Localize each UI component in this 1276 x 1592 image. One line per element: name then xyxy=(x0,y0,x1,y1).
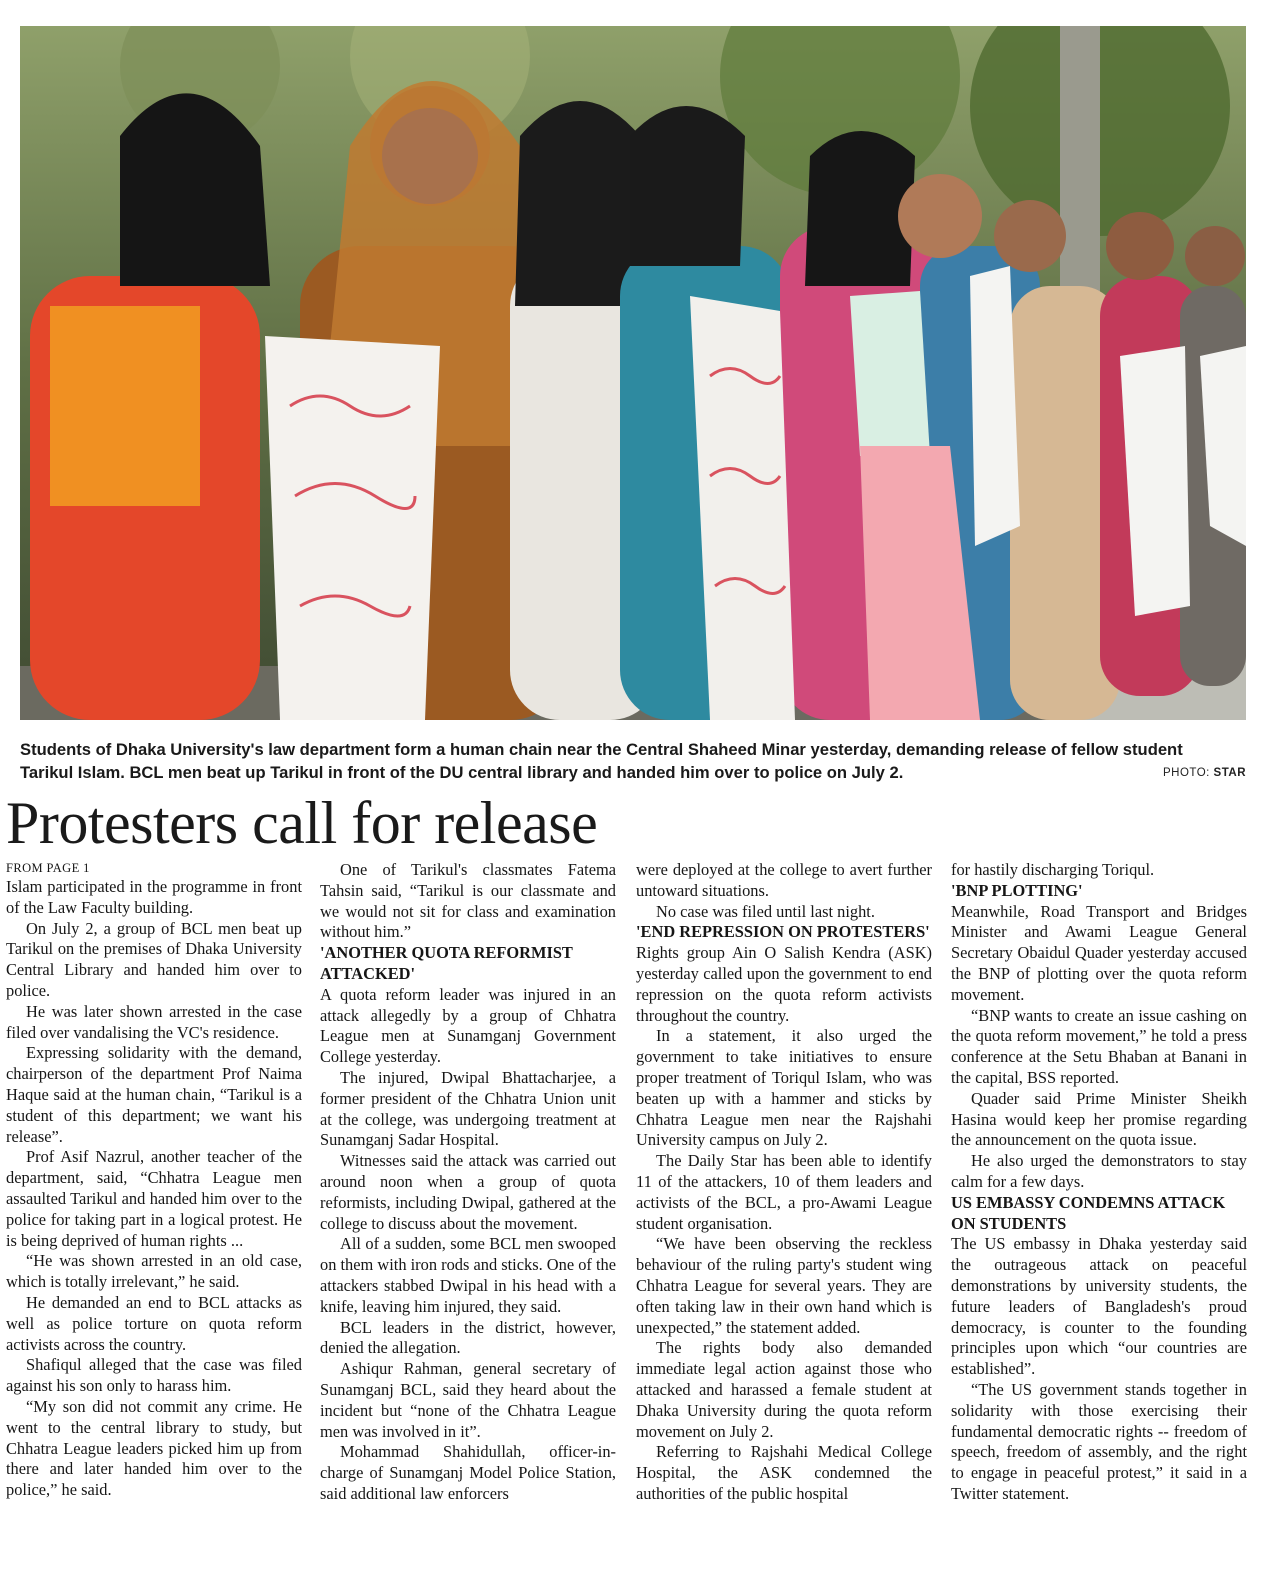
paragraph: All of a sudden, some BCL men swooped on them with iron rods and sticks. One of the attackers stabbed Dwipal in his head with a knife, leaving him injured, they said. xyxy=(320,1234,616,1316)
photo-caption: Students of Dhaka University's law department form a human chain near the Central Shaheed Minar yesterday, demanding release of fellow student Tarikul Islam. BCL men beat up Tarikul in front of the DU central library and handed him over to police on July 2. xyxy=(20,740,1183,782)
subheading: 'BNP PLOTTING' xyxy=(951,880,1083,900)
photo-credit-source: STAR xyxy=(1213,767,1246,779)
paragraph: A quota reform leader was injured in an attack allegedly by a group of Chhatra League men at Sunamganj Government College yesterday. xyxy=(320,984,616,1067)
article-column-4 xyxy=(951,860,1247,1505)
paragraph: No case was filed until last night. xyxy=(656,901,875,921)
paragraph: Islam participated in the programme in front of the Law Faculty building. xyxy=(6,877,302,917)
paragraph: “We have been observing the reckless behaviour of the ruling party's student wing Chhatra League for several years. They are often taking law in their own hand which is unexpected,” the statement added. xyxy=(636,1234,932,1337)
article-column-3 xyxy=(636,860,932,1505)
subheading: 'END REPRESSION ON PROTESTERS' xyxy=(636,922,930,942)
paragraph: Expressing solidarity with the demand, chairperson of the department Prof Naima Haque said at the human chain, “Tarikul is a student of this department; we want his release”. xyxy=(6,1043,302,1146)
paragraph: On July 2, a group of BCL men beat up Tarikul on the premises of Dhaka University Central Library and handed him over to police. xyxy=(6,918,302,1000)
photo-credit xyxy=(1163,767,1246,779)
paragraph: Quader said Prime Minister Sheikh Hasina would keep her promise regarding the announcement on the quota issue. xyxy=(951,1088,1247,1150)
paragraph: BCL leaders in the district, however, denied the allegation. xyxy=(320,1317,616,1358)
paragraph: The rights body also demanded immediate legal action against those who attacked and harassed a female student at Dhaka University during the quota reform movement on July 2. xyxy=(636,1338,932,1441)
paragraph: The US embassy in Dhaka yesterday said the outrageous attack on peaceful demonstrations by university students, the future leaders of Bangladesh's proud democracy, is counter to the founding principles upon which “our countries are established”. xyxy=(951,1234,1247,1379)
paragraph: were deployed at the college to avert further untoward situations. xyxy=(636,860,932,900)
paragraph: He also urged the demonstrators to stay calm for a few days. xyxy=(951,1151,1247,1191)
paragraph: Meanwhile, Road Transport and Bridges Minister and Awami League General Secretary Obaidul Quader yesterday accused the BNP of plotting over the quota reform movement. xyxy=(951,901,1247,1004)
paragraph: Referring to Rajshahi Medical College Hospital, the ASK condemned the authorities of the public hospital xyxy=(636,1442,932,1503)
paragraph: Mohammad Shahidullah, officer-in-charge of Sunamganj Model Police Station, said additional law enforcers xyxy=(320,1442,616,1503)
paragraph: The injured, Dwipal Bhattacharjee, a former president of the Chhatra Union unit at the college, was undergoing treatment at Sunamganj Sadar Hospital. xyxy=(320,1067,616,1150)
paragraph: “The US government stands together in solidarity with those exercising their fundamental democratic rights -- freedom of speech, freedom of assembly, and the right to engage in peaceful protest,” it said in a Twitter statement. xyxy=(951,1379,1247,1503)
paragraph: The Daily Star has been able to identify 11 of the attackers, 10 of them leaders and activists of the BCL, a pro-Awami League student organisation. xyxy=(636,1151,932,1233)
article-column-1 xyxy=(6,860,302,1501)
paragraph: Witnesses said the attack was carried out around noon when a group of quota reformists, including Dwipal, gathered at the college to discuss about the movement. xyxy=(320,1151,616,1233)
protest-photo xyxy=(20,26,1246,720)
paragraph: “He was shown arrested in an old case, which is totally irrelevant,” he said. xyxy=(6,1251,302,1292)
paragraph: In a statement, it also urged the government to take initiatives to ensure proper treatment of Toriqul Islam, who was beaten up with a hammer and sticks by Chhatra League men near the Rajshahi University campus on July 2. xyxy=(636,1026,932,1150)
paragraph: One of Tarikul's classmates Fatema Tahsin said, “Tarikul is our classmate and we would not sit for class and examination without him.” xyxy=(320,860,616,942)
paragraph: “BNP wants to create an issue cashing on the quota reform movement,” he told a press conference at the Setu Bhaban at Banani in the capital, BSS reported. xyxy=(951,1005,1247,1087)
subheading: 'ANOTHER QUOTA REFORMIST ATTACKED' xyxy=(320,943,573,983)
article-column-2 xyxy=(320,860,616,1505)
paragraph: Prof Asif Nazrul, another teacher of the department, said, “Chhatra League men assaulted Tarikul and handed him over to the police for taking part in a logical protest. He is being deprived of human rights ... xyxy=(6,1147,302,1250)
paragraph: Ashiqur Rahman, general secretary of Sunamganj BCL, said they heard about the incident but “none of the Chhatra League men was involved in it”. xyxy=(320,1359,616,1441)
paragraph: Rights group Ain O Salish Kendra (ASK) yesterday called upon the government to end repression on the quota reform activists throughout the country. xyxy=(636,943,932,1025)
paragraph: He demanded an end to BCL attacks as well as police torture on quota reform activists across the country. xyxy=(6,1292,302,1354)
subheading: US EMBASSY CONDEMNS ATTACK ON STUDENTS xyxy=(951,1192,1226,1233)
photo-credit-prefix: PHOTO: xyxy=(1162,767,1214,779)
paragraph: He was later shown arrested in the case filed over vandalising the VC's residence. xyxy=(6,1001,302,1042)
paragraph: for hastily discharging Toriqul. xyxy=(951,860,1155,879)
paragraph: Shafiqul alleged that the case was filed against his son only to harass him. xyxy=(6,1355,302,1396)
article-headline: Protesters call for release xyxy=(6,790,598,856)
protest-photo-icon xyxy=(20,26,1246,720)
paragraph: “My son did not commit any crime. He went to the central library to study, but Chhatra League leaders picked him up from there and later handed him over to the police,” he said. xyxy=(6,1396,302,1500)
from-page-kicker: FROM PAGE 1 xyxy=(6,861,90,875)
